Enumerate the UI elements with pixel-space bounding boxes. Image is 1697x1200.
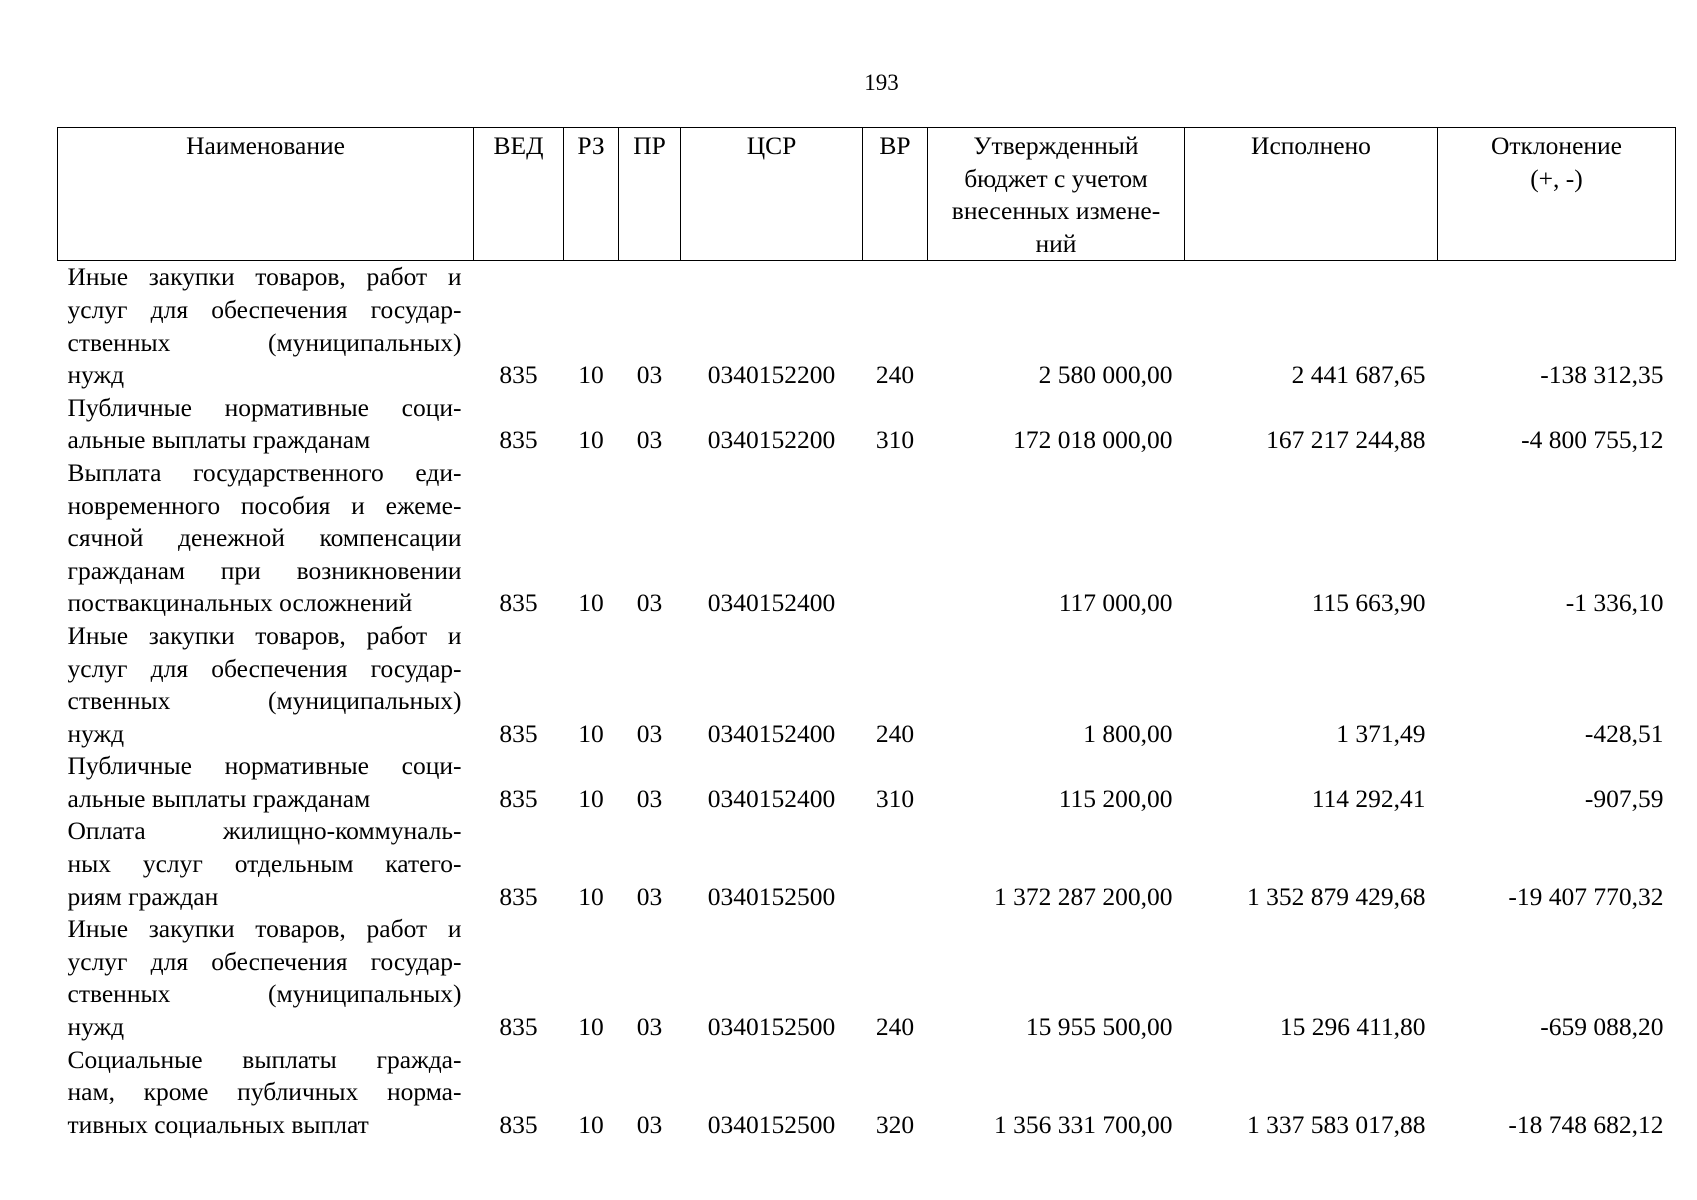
row-executed: 1 371,49 — [1336, 718, 1426, 748]
row-approved: 2 580 000,00 — [1038, 360, 1173, 390]
budget-execution-table — [57, 127, 1676, 1141]
row-pr: 03 — [636, 1109, 663, 1139]
row-vr — [863, 457, 928, 620]
row-name — [58, 620, 474, 750]
row-ved: 835 — [499, 425, 538, 455]
row-rz: 10 — [578, 425, 604, 455]
row-rz: 10 — [578, 718, 604, 748]
row-vr: 240 — [875, 360, 915, 390]
header-name: Наименование — [58, 128, 474, 261]
row-ved: 835 — [499, 1109, 538, 1139]
row-csr: 0340152500 — [707, 1109, 836, 1139]
table-row — [58, 815, 1676, 913]
header-approved-line: Утвержденный — [973, 131, 1139, 160]
row-name-line: поствакцинальных осложнений — [67, 588, 413, 618]
row-executed: 115 663,90 — [1311, 588, 1426, 618]
header-approved-line: ний — [1035, 228, 1077, 258]
header-pr: ПР — [619, 128, 681, 261]
row-deviation: -138 312,35 — [1540, 360, 1664, 390]
header-deviation-line: (+, -) — [1530, 163, 1583, 193]
table-row — [58, 1044, 1676, 1142]
row-approved: 15 955 500,00 — [1025, 1012, 1173, 1042]
row-name-line: услуг для обеспечения государ- — [67, 294, 462, 324]
table-header — [58, 128, 1676, 261]
row-name-line: сячной денежной компенсации — [67, 523, 462, 553]
header-approved-line: бюджет с учетом — [964, 163, 1148, 193]
row-pr: 03 — [636, 425, 663, 455]
row-name-line: Иные закупки товаров, работ и — [67, 914, 462, 944]
header-ved: ВЕД — [474, 128, 564, 261]
row-approved: 1 372 287 200,00 — [994, 881, 1173, 911]
row-rz: 10 — [578, 360, 604, 390]
page-number: 193 — [864, 70, 899, 95]
row-pr: 03 — [636, 1012, 663, 1042]
row-csr: 0340152400 — [707, 588, 836, 618]
header-rz: РЗ — [564, 128, 619, 261]
row-name — [58, 815, 474, 913]
row-rz: 10 — [578, 1109, 604, 1139]
row-approved: 115 200,00 — [1058, 783, 1173, 813]
row-deviation: -428,51 — [1584, 718, 1664, 748]
row-name-line: ственных (муниципальных) — [67, 979, 462, 1009]
row-name-line: тивных социальных выплат — [67, 1109, 369, 1139]
row-name-line: услуг для обеспечения государ- — [67, 946, 462, 976]
row-rz: 10 — [578, 881, 604, 911]
row-name-line: нужд — [67, 718, 125, 748]
row-name-line: нужд — [67, 1012, 125, 1042]
row-name-line: Оплата жилищно-коммуналь- — [67, 816, 462, 846]
row-deviation: -18 748 682,12 — [1508, 1109, 1664, 1139]
row-name-line: Социальные выплаты гражда- — [67, 1044, 462, 1074]
row-pr: 03 — [636, 881, 663, 911]
row-name-line: ных услуг отдельным катего- — [67, 849, 462, 879]
table-row — [58, 913, 1676, 1043]
header-vr: ВР — [863, 128, 928, 261]
row-csr: 0340152500 — [707, 881, 836, 911]
row-name-line: ственных (муниципальных) — [67, 327, 462, 357]
row-rz: 10 — [578, 1012, 604, 1042]
row-name — [58, 392, 474, 457]
row-csr: 0340152200 — [707, 360, 836, 390]
row-vr: 240 — [875, 718, 915, 748]
row-approved: 172 018 000,00 — [1013, 425, 1173, 455]
table-row — [58, 620, 1676, 750]
header-csr: ЦСР — [681, 128, 863, 261]
row-ved: 835 — [499, 1012, 538, 1042]
row-deviation: -19 407 770,32 — [1508, 881, 1664, 911]
row-name-line: альные выплаты гражданам — [67, 425, 371, 455]
row-ved: 835 — [499, 783, 538, 813]
row-approved: 1 356 331 700,00 — [994, 1109, 1173, 1139]
header-row — [58, 128, 1676, 261]
row-name-line: Иные закупки товаров, работ и — [67, 262, 462, 292]
row-name-line: риям граждан — [67, 881, 219, 911]
row-ved: 835 — [499, 360, 538, 390]
row-csr: 0340152400 — [707, 783, 836, 813]
row-name-line: Публичные нормативные соци- — [67, 751, 462, 781]
row-csr: 0340152400 — [707, 718, 836, 748]
row-approved: 117 000,00 — [1058, 588, 1173, 618]
row-name-line: ственных (муниципальных) — [67, 686, 462, 716]
table-row — [58, 392, 1676, 457]
row-vr: 320 — [875, 1109, 915, 1139]
row-pr: 03 — [636, 360, 663, 390]
row-name-line: альные выплаты гражданам — [67, 783, 371, 813]
table-row — [58, 750, 1676, 815]
row-approved: 1 800,00 — [1083, 718, 1173, 748]
header-approved-budget — [928, 128, 1185, 261]
row-executed: 1 352 879 429,68 — [1247, 881, 1426, 911]
header-deviation-line: Отклонение — [1491, 131, 1622, 160]
row-csr: 0340152500 — [707, 1012, 836, 1042]
row-executed: 114 292,41 — [1311, 783, 1426, 813]
row-ved: 835 — [499, 718, 538, 748]
row-name-line: Иные закупки товаров, работ и — [67, 620, 462, 650]
row-name-line: услуг для обеспечения государ- — [67, 653, 462, 683]
row-name — [58, 1044, 474, 1142]
row-name — [58, 913, 474, 1043]
row-name-line: Выплата государственного еди- — [67, 457, 462, 487]
row-name — [58, 261, 474, 392]
row-ved: 835 — [499, 881, 538, 911]
row-name-line: нам, кроме публичных норма- — [67, 1077, 462, 1107]
table-row — [58, 261, 1676, 392]
row-rz: 10 — [578, 783, 604, 813]
row-csr: 0340152200 — [707, 425, 836, 455]
row-name — [58, 457, 474, 620]
row-vr: 310 — [875, 425, 915, 455]
row-executed: 167 217 244,88 — [1266, 425, 1426, 455]
table-row — [58, 457, 1676, 620]
row-vr — [863, 815, 928, 913]
row-name — [58, 750, 474, 815]
row-executed: 15 296 411,80 — [1279, 1012, 1426, 1042]
row-pr: 03 — [636, 588, 663, 618]
header-deviation — [1438, 128, 1676, 261]
row-ved: 835 — [499, 588, 538, 618]
row-executed: 2 441 687,65 — [1291, 360, 1426, 390]
header-approved-line: внесенных измене- — [951, 196, 1161, 226]
row-deviation: -4 800 755,12 — [1521, 425, 1664, 455]
row-deviation: -1 336,10 — [1565, 588, 1664, 618]
row-name-line: нужд — [67, 360, 125, 390]
row-deviation: -907,59 — [1584, 783, 1664, 813]
header-executed: Исполнено — [1185, 128, 1438, 261]
row-name-line: новременного пособия и ежеме- — [67, 490, 462, 520]
row-pr: 03 — [636, 718, 663, 748]
row-name-line: гражданам при возникновении — [67, 555, 462, 585]
row-pr: 03 — [636, 783, 663, 813]
row-vr: 240 — [875, 1012, 915, 1042]
row-deviation: -659 088,20 — [1540, 1012, 1664, 1042]
row-executed: 1 337 583 017,88 — [1247, 1109, 1426, 1139]
row-name-line: Публичные нормативные соци- — [67, 392, 462, 422]
table-body — [58, 261, 1676, 1142]
row-vr: 310 — [875, 783, 915, 813]
row-rz: 10 — [578, 588, 604, 618]
